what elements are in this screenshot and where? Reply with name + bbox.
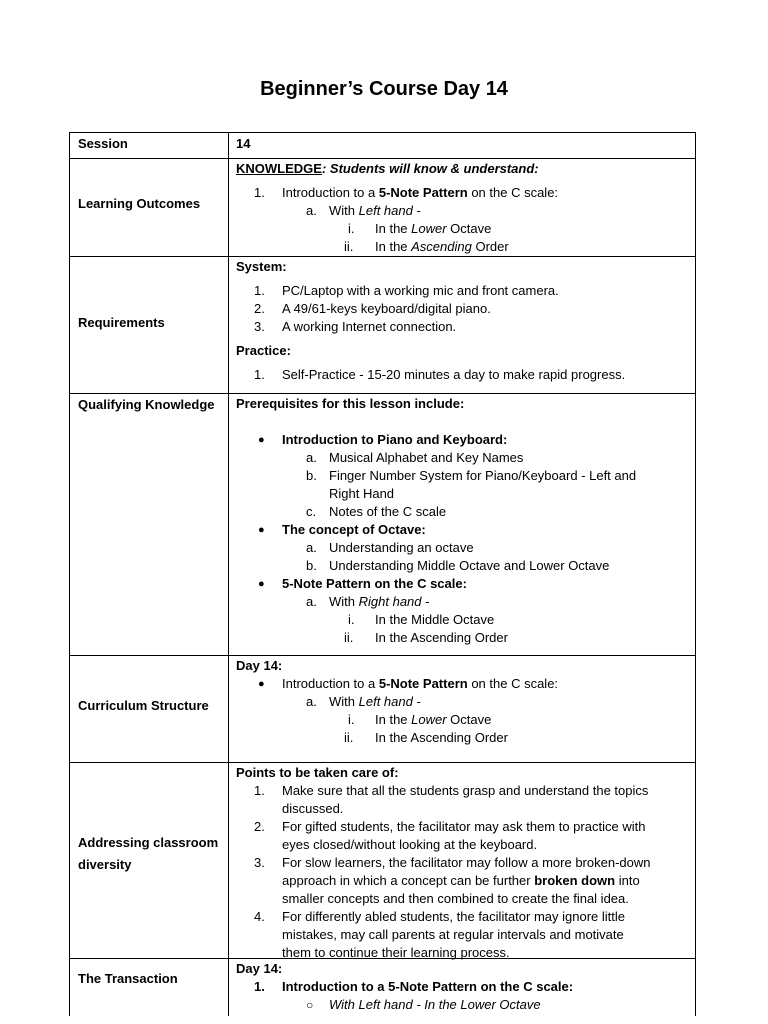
list-item: ii. In the Ascending Order bbox=[344, 730, 508, 745]
list-item: ● The concept of Octave: bbox=[258, 522, 426, 537]
list-item: 1. Introduction to a 5-Note Pattern on the C scale: bbox=[254, 979, 574, 994]
transaction-content bbox=[236, 960, 689, 1014]
row-label: Session bbox=[78, 136, 128, 151]
list-item: ii. In the Ascending Order bbox=[344, 239, 509, 254]
system-heading: System: bbox=[236, 259, 287, 274]
list-item: b. Finger Number System for Piano/Keyboard - Left and bbox=[306, 468, 637, 483]
outcomes-content bbox=[236, 160, 689, 256]
day-heading: Day 14: bbox=[236, 658, 283, 673]
knowledge-heading: KNOWLEDGE: Students will know & understand: bbox=[236, 161, 539, 176]
list-item: a. With Right hand - bbox=[306, 594, 430, 609]
row-learning-outcomes bbox=[70, 159, 695, 257]
page-title: Beginner’s Course Day 14 bbox=[260, 78, 508, 100]
list-item: i. In the Lower Octave bbox=[348, 712, 492, 727]
list-item: a. Musical Alphabet and Key Names bbox=[306, 450, 524, 465]
list-item: 2. For gifted students, the facilitator may ask them to practice with bbox=[254, 819, 646, 834]
row-label: Learning Outcomes bbox=[78, 196, 201, 211]
row-transaction bbox=[70, 959, 695, 1017]
list-item: a. Understanding an octave bbox=[306, 540, 474, 555]
row-label: Requirements bbox=[78, 315, 165, 330]
list-item: 1. PC/Laptop with a working mic and front camera. bbox=[254, 283, 559, 298]
list-item: b. Understanding Middle Octave and Lower Octave bbox=[306, 558, 610, 573]
row-requirements bbox=[70, 257, 695, 394]
row-qualifying-knowledge bbox=[70, 394, 695, 656]
requirements-content bbox=[236, 258, 689, 384]
list-item: 1. Introduction to a 5-Note Pattern on the C scale: bbox=[254, 185, 559, 200]
list-item: i. In the Middle Octave bbox=[348, 612, 495, 627]
row-label: Curriculum Structure bbox=[78, 698, 209, 713]
row-session bbox=[70, 133, 695, 159]
qualifying-content bbox=[236, 395, 689, 647]
list-item: a. With Left hand - bbox=[306, 694, 421, 709]
list-item: 1. Make sure that all the students grasp and understand the topics bbox=[254, 783, 649, 798]
day-heading: Day 14: bbox=[236, 961, 283, 976]
list-item: ● Introduction to a 5-Note Pattern on the C scale: bbox=[258, 676, 559, 691]
list-item-continued: Right Hand bbox=[329, 486, 395, 501]
row-classroom-diversity bbox=[70, 763, 695, 959]
list-item: a. With Left hand - bbox=[306, 203, 421, 218]
list-item: ○ With Left hand - In the Lower Octave bbox=[306, 997, 541, 1012]
row-curriculum-structure bbox=[70, 656, 695, 763]
row-label: Qualifying Knowledge bbox=[78, 397, 215, 412]
curriculum-content bbox=[236, 657, 689, 747]
list-item: ● Introduction to Piano and Keyboard: bbox=[258, 432, 508, 447]
list-item: ii. In the Ascending Order bbox=[344, 630, 508, 645]
list-item: i. In the Lower Octave bbox=[348, 221, 492, 236]
list-item: 4. For differently abled students, the facilitator may ignore little bbox=[254, 909, 625, 924]
list-item: 3. A working Internet connection. bbox=[254, 319, 457, 334]
list-item: 1. Self-Practice - 15-20 minutes a day to make rapid progress. bbox=[254, 367, 626, 382]
list-item: c. Notes of the C scale bbox=[306, 504, 447, 519]
points-heading: Points to be taken care of: bbox=[236, 765, 399, 780]
diversity-content: Points to be taken care of: 1. Make sure that all the students grasp and understand the topics discussed. 2. For gifted students, the facilitator may ask them to practice with eyes closed/without looking at the keyboard. 3. For slow learners, the facilitator may follow a more broken-down approach in which a concept can be further broken down into smaller concepts and then combined to create the final idea. 4. For differently abled students, the facilitator may ignore little mistakes, may call parents at regular intervals and motivate them to continue their learning process. bbox=[236, 764, 689, 962]
row-label: The Transaction bbox=[78, 971, 178, 986]
row-label: Addressing classroom diversity bbox=[78, 835, 219, 872]
session-value: 14 bbox=[236, 136, 251, 151]
list-item: 3. For slow learners, the facilitator may follow a more broken-down bbox=[254, 855, 651, 870]
list-item: 2. A 49/61-keys keyboard/digital piano. bbox=[254, 301, 491, 316]
list-item: ● 5-Note Pattern on the C scale: bbox=[258, 576, 467, 591]
prerequisites-heading: Prerequisites for this lesson include: bbox=[236, 396, 465, 411]
lesson-table bbox=[69, 132, 696, 1016]
practice-heading: Practice: bbox=[236, 343, 291, 358]
